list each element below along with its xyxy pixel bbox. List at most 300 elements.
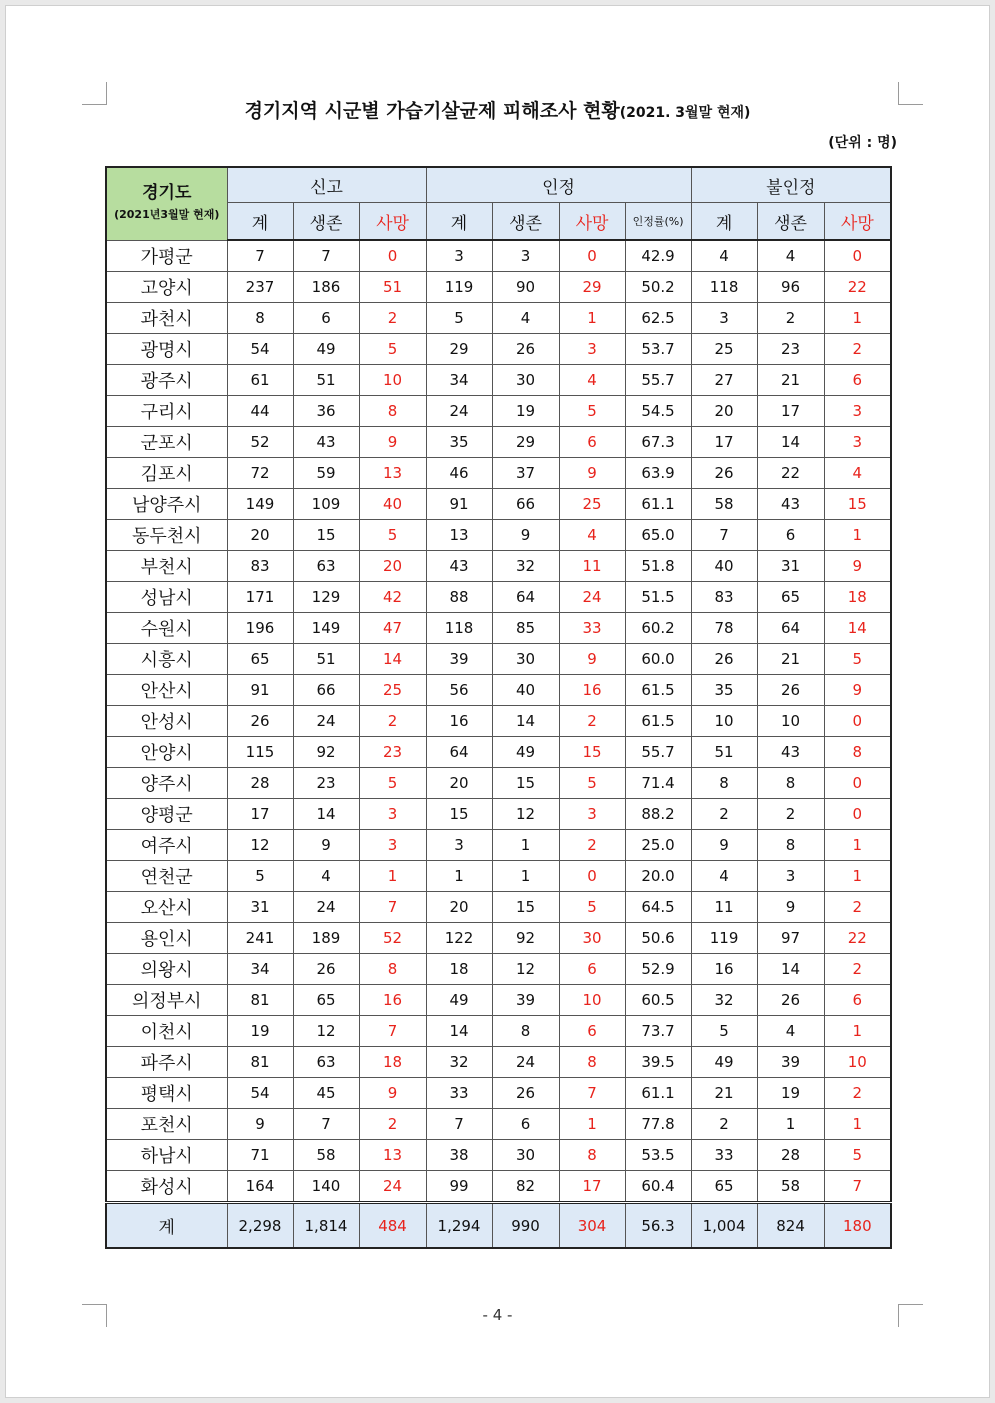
recognized-dead-cell: 5 [559,768,625,799]
table-row [106,1016,891,1047]
unrecognized-total-cell: 119 [691,923,757,954]
col-header-dead: 사망 [824,203,891,241]
region-name-cell: 성남시 [106,582,227,613]
recognized-dead-cell: 0 [559,240,625,272]
unrecognized-alive-cell: 64 [757,613,824,644]
report-alive-cell: 23 [293,768,359,799]
report-dead-cell: 5 [359,334,426,365]
unrecognized-total-cell: 20 [691,396,757,427]
report-alive-cell: 58 [293,1140,359,1171]
report-dead-cell: 484 [359,1203,426,1249]
unrecognized-alive-cell: 28 [757,1140,824,1171]
recognized-total-cell: 56 [426,675,492,706]
report-dead-cell: 5 [359,520,426,551]
recognized-alive-cell: 30 [492,1140,559,1171]
unrecognized-alive-cell: 2 [757,799,824,830]
region-name-cell: 화성시 [106,1171,227,1203]
col-header-alive: 생존 [757,203,824,241]
recognition-rate-cell: 61.5 [625,675,691,706]
report-dead-cell: 14 [359,644,426,675]
recognized-dead-cell: 2 [559,830,625,861]
recognition-rate-cell: 71.4 [625,768,691,799]
recognition-rate-cell: 62.5 [625,303,691,334]
col-header-total: 계 [691,203,757,241]
unrecognized-total-cell: 83 [691,582,757,613]
table-row [106,365,891,396]
region-name-cell: 가평군 [106,240,227,272]
recognized-total-cell: 7 [426,1109,492,1140]
recognition-rate-cell: 60.4 [625,1171,691,1203]
unrecognized-alive-cell: 8 [757,768,824,799]
recognized-dead-cell: 3 [559,799,625,830]
unrecognized-total-cell: 26 [691,458,757,489]
table-row [106,768,891,799]
recognized-dead-cell: 1 [559,303,625,334]
report-alive-cell: 45 [293,1078,359,1109]
report-alive-cell: 129 [293,582,359,613]
report-alive-cell: 7 [293,1109,359,1140]
page-number: - 4 - [482,1306,513,1324]
unrecognized-dead-cell: 1 [824,830,891,861]
recognition-rate-cell: 54.5 [625,396,691,427]
unrecognized-total-cell: 58 [691,489,757,520]
recognized-dead-cell: 3 [559,334,625,365]
region-name-cell: 김포시 [106,458,227,489]
unrecognized-total-cell: 11 [691,892,757,923]
recognized-dead-cell: 2 [559,706,625,737]
unrecognized-total-cell: 2 [691,1109,757,1140]
region-name-cell: 포천시 [106,1109,227,1140]
table-row [106,954,891,985]
unrecognized-dead-cell: 3 [824,427,891,458]
recognized-alive-cell: 15 [492,768,559,799]
report-total-cell: 20 [227,520,293,551]
report-dead-cell: 25 [359,675,426,706]
group-header-report: 신고 [227,167,426,203]
recognized-alive-cell: 90 [492,272,559,303]
recognized-alive-cell: 49 [492,737,559,768]
report-dead-cell: 47 [359,613,426,644]
report-total-cell: 65 [227,644,293,675]
report-alive-cell: 7 [293,240,359,272]
recognized-dead-cell: 5 [559,892,625,923]
recognized-alive-cell: 40 [492,675,559,706]
recognition-rate-cell: 60.2 [625,613,691,644]
report-dead-cell: 2 [359,1109,426,1140]
table-body [106,240,891,1248]
recognized-total-cell: 15 [426,799,492,830]
unrecognized-dead-cell: 1 [824,861,891,892]
unrecognized-alive-cell: 4 [757,1016,824,1047]
unrecognized-dead-cell: 2 [824,892,891,923]
recognized-dead-cell: 16 [559,675,625,706]
col-header-alive: 생존 [492,203,559,241]
unrecognized-dead-cell: 9 [824,551,891,582]
report-total-cell: 26 [227,706,293,737]
report-total-cell: 115 [227,737,293,768]
report-dead-cell: 20 [359,551,426,582]
unrecognized-total-cell: 49 [691,1047,757,1078]
recognized-total-cell: 64 [426,737,492,768]
region-name-cell: 과천시 [106,303,227,334]
unrecognized-dead-cell: 15 [824,489,891,520]
table-row [106,458,891,489]
unrecognized-dead-cell: 7 [824,1171,891,1203]
table-row [106,582,891,613]
report-dead-cell: 0 [359,240,426,272]
unrecognized-total-cell: 9 [691,830,757,861]
unrecognized-dead-cell: 6 [824,365,891,396]
report-dead-cell: 40 [359,489,426,520]
report-alive-cell: 1,814 [293,1203,359,1249]
recognized-dead-cell: 11 [559,551,625,582]
unrecognized-alive-cell: 19 [757,1078,824,1109]
recognized-alive-cell: 66 [492,489,559,520]
unrecognized-dead-cell: 1 [824,1016,891,1047]
recognized-total-cell: 34 [426,365,492,396]
report-total-cell: 237 [227,272,293,303]
region-name-cell: 군포시 [106,427,227,458]
recognition-rate-cell: 56.3 [625,1203,691,1249]
report-total-cell: 81 [227,1047,293,1078]
unrecognized-alive-cell: 43 [757,489,824,520]
report-total-cell: 52 [227,427,293,458]
recognition-rate-cell: 53.7 [625,334,691,365]
unrecognized-total-cell: 4 [691,240,757,272]
report-total-cell: 72 [227,458,293,489]
region-name-cell: 오산시 [106,892,227,923]
recognized-total-cell: 1 [426,861,492,892]
unrecognized-total-cell: 51 [691,737,757,768]
report-dead-cell: 13 [359,1140,426,1171]
report-dead-cell: 42 [359,582,426,613]
unrecognized-alive-cell: 97 [757,923,824,954]
damage-survey-table [105,166,892,1249]
unrecognized-total-cell: 40 [691,551,757,582]
report-total-cell: 12 [227,830,293,861]
recognition-rate-cell: 51.8 [625,551,691,582]
unrecognized-dead-cell: 1 [824,1109,891,1140]
recognized-total-cell: 1,294 [426,1203,492,1249]
report-alive-cell: 65 [293,985,359,1016]
unrecognized-total-cell: 33 [691,1140,757,1171]
recognized-total-cell: 32 [426,1047,492,1078]
recognized-alive-cell: 92 [492,923,559,954]
unrecognized-total-cell: 10 [691,706,757,737]
table-row [106,799,891,830]
recognized-dead-cell: 33 [559,613,625,644]
unrecognized-total-cell: 25 [691,334,757,365]
recognized-dead-cell: 8 [559,1047,625,1078]
report-alive-cell: 12 [293,1016,359,1047]
recognition-rate-cell: 55.7 [625,737,691,768]
unrecognized-total-cell: 35 [691,675,757,706]
report-dead-cell: 23 [359,737,426,768]
recognized-total-cell: 49 [426,985,492,1016]
report-total-cell: 83 [227,551,293,582]
region-header [106,167,227,240]
recognized-alive-cell: 24 [492,1047,559,1078]
recognized-alive-cell: 6 [492,1109,559,1140]
recognized-total-cell: 118 [426,613,492,644]
unrecognized-dead-cell: 2 [824,1078,891,1109]
recognized-alive-cell: 1 [492,861,559,892]
region-name-cell: 시흥시 [106,644,227,675]
unrecognized-alive-cell: 39 [757,1047,824,1078]
region-name-cell: 부천시 [106,551,227,582]
recognition-rate-cell: 42.9 [625,240,691,272]
report-alive-cell: 36 [293,396,359,427]
unrecognized-total-cell: 32 [691,985,757,1016]
table-row [106,892,891,923]
recognized-total-cell: 13 [426,520,492,551]
region-name-cell: 광명시 [106,334,227,365]
crop-mark-top-right [898,82,923,105]
recognition-rate-cell: 55.7 [625,365,691,396]
region-name-cell: 양평군 [106,799,227,830]
recognized-alive-cell: 12 [492,799,559,830]
table-row [106,830,891,861]
table-row [106,706,891,737]
region-name-cell: 안산시 [106,675,227,706]
recognized-total-cell: 20 [426,892,492,923]
recognized-alive-cell: 12 [492,954,559,985]
report-dead-cell: 7 [359,1016,426,1047]
report-alive-cell: 92 [293,737,359,768]
report-dead-cell: 7 [359,892,426,923]
report-total-cell: 61 [227,365,293,396]
report-alive-cell: 186 [293,272,359,303]
col-header-dead: 사망 [559,203,625,241]
unrecognized-dead-cell: 22 [824,272,891,303]
recognized-dead-cell: 304 [559,1203,625,1249]
title-date: (2021. 3월말 현재) [619,105,751,121]
report-total-cell: 171 [227,582,293,613]
region-name-cell: 하남시 [106,1140,227,1171]
report-alive-cell: 51 [293,644,359,675]
table-row [106,644,891,675]
recognized-dead-cell: 9 [559,644,625,675]
recognized-dead-cell: 6 [559,954,625,985]
table-row [106,489,891,520]
recognized-dead-cell: 30 [559,923,625,954]
document-title [100,96,895,123]
unrecognized-dead-cell: 1 [824,520,891,551]
report-alive-cell: 66 [293,675,359,706]
report-dead-cell: 10 [359,365,426,396]
recognized-alive-cell: 82 [492,1171,559,1203]
recognized-total-cell: 3 [426,830,492,861]
table-row [106,675,891,706]
report-total-cell: 91 [227,675,293,706]
unrecognized-dead-cell: 3 [824,396,891,427]
report-alive-cell: 140 [293,1171,359,1203]
unrecognized-dead-cell: 9 [824,675,891,706]
recognized-alive-cell: 64 [492,582,559,613]
recognized-total-cell: 24 [426,396,492,427]
unrecognized-alive-cell: 58 [757,1171,824,1203]
report-alive-cell: 49 [293,334,359,365]
table-row [106,1047,891,1078]
report-total-cell: 71 [227,1140,293,1171]
recognized-alive-cell: 26 [492,334,559,365]
recognition-rate-cell: 61.1 [625,1078,691,1109]
region-name-cell: 수원시 [106,613,227,644]
recognized-dead-cell: 29 [559,272,625,303]
region-name-cell: 연천군 [106,861,227,892]
unrecognized-total-cell: 7 [691,520,757,551]
region-name-cell: 안성시 [106,706,227,737]
report-total-cell: 241 [227,923,293,954]
recognized-dead-cell: 9 [559,458,625,489]
recognition-rate-cell: 63.9 [625,458,691,489]
unrecognized-total-cell: 26 [691,644,757,675]
recognition-rate-cell: 60.0 [625,644,691,675]
recognized-total-cell: 119 [426,272,492,303]
table-row [106,551,891,582]
report-dead-cell: 3 [359,830,426,861]
unrecognized-total-cell: 8 [691,768,757,799]
report-total-cell: 28 [227,768,293,799]
recognized-alive-cell: 39 [492,985,559,1016]
report-dead-cell: 13 [359,458,426,489]
unrecognized-total-cell: 3 [691,303,757,334]
recognized-alive-cell: 85 [492,613,559,644]
report-dead-cell: 52 [359,923,426,954]
unrecognized-dead-cell: 18 [824,582,891,613]
recognized-total-cell: 46 [426,458,492,489]
recognized-dead-cell: 15 [559,737,625,768]
table-row [106,240,891,272]
total-row [106,1203,891,1249]
unrecognized-alive-cell: 43 [757,737,824,768]
unrecognized-total-cell: 5 [691,1016,757,1047]
region-name-cell: 여주시 [106,830,227,861]
report-dead-cell: 18 [359,1047,426,1078]
recognized-alive-cell: 14 [492,706,559,737]
unrecognized-alive-cell: 23 [757,334,824,365]
report-total-cell: 54 [227,334,293,365]
table-row [106,427,891,458]
recognized-total-cell: 39 [426,644,492,675]
unrecognized-alive-cell: 17 [757,396,824,427]
recognized-total-cell: 122 [426,923,492,954]
recognized-dead-cell: 6 [559,1016,625,1047]
recognized-alive-cell: 15 [492,892,559,923]
unrecognized-dead-cell: 10 [824,1047,891,1078]
report-dead-cell: 1 [359,861,426,892]
report-alive-cell: 189 [293,923,359,954]
group-header-recognized: 인정 [426,167,691,203]
unrecognized-alive-cell: 1 [757,1109,824,1140]
unrecognized-dead-cell: 0 [824,799,891,830]
recognized-total-cell: 38 [426,1140,492,1171]
unrecognized-total-cell: 65 [691,1171,757,1203]
recognized-alive-cell: 30 [492,644,559,675]
report-dead-cell: 5 [359,768,426,799]
table-row [106,1171,891,1203]
unrecognized-dead-cell: 1 [824,303,891,334]
recognized-alive-cell: 37 [492,458,559,489]
recognized-dead-cell: 6 [559,427,625,458]
report-total-cell: 7 [227,240,293,272]
table-row [106,1078,891,1109]
report-alive-cell: 24 [293,892,359,923]
recognized-dead-cell: 4 [559,520,625,551]
recognition-rate-cell: 53.5 [625,1140,691,1171]
region-name-cell: 계 [106,1203,227,1249]
col-header-dead: 사망 [359,203,426,241]
recognized-dead-cell: 10 [559,985,625,1016]
recognized-total-cell: 91 [426,489,492,520]
recognized-total-cell: 16 [426,706,492,737]
unrecognized-total-cell: 27 [691,365,757,396]
table-row [106,272,891,303]
region-name-cell: 양주시 [106,768,227,799]
unrecognized-alive-cell: 10 [757,706,824,737]
report-dead-cell: 8 [359,396,426,427]
recognition-rate-cell: 67.3 [625,427,691,458]
region-name-cell: 이천시 [106,1016,227,1047]
recognized-dead-cell: 0 [559,861,625,892]
table-row [106,520,891,551]
unrecognized-dead-cell: 22 [824,923,891,954]
recognized-alive-cell: 9 [492,520,559,551]
recognition-rate-cell: 61.1 [625,489,691,520]
recognized-alive-cell: 26 [492,1078,559,1109]
unrecognized-total-cell: 78 [691,613,757,644]
unrecognized-total-cell: 118 [691,272,757,303]
recognized-total-cell: 14 [426,1016,492,1047]
recognized-total-cell: 35 [426,427,492,458]
recognized-dead-cell: 1 [559,1109,625,1140]
report-dead-cell: 9 [359,427,426,458]
group-header-unrecognized: 불인정 [691,167,891,203]
unit-label: (단위 : 명) [828,135,897,151]
table-row [106,985,891,1016]
unrecognized-dead-cell: 0 [824,706,891,737]
report-total-cell: 19 [227,1016,293,1047]
recognized-total-cell: 29 [426,334,492,365]
report-total-cell: 17 [227,799,293,830]
recognized-dead-cell: 8 [559,1140,625,1171]
region-name-cell: 의정부시 [106,985,227,1016]
recognition-rate-cell: 64.5 [625,892,691,923]
table-row [106,396,891,427]
unrecognized-total-cell: 2 [691,799,757,830]
recognized-total-cell: 5 [426,303,492,334]
report-total-cell: 149 [227,489,293,520]
unrecognized-alive-cell: 3 [757,861,824,892]
report-alive-cell: 149 [293,613,359,644]
recognized-alive-cell: 3 [492,240,559,272]
recognition-rate-cell: 73.7 [625,1016,691,1047]
report-total-cell: 2,298 [227,1203,293,1249]
report-total-cell: 54 [227,1078,293,1109]
recognized-total-cell: 20 [426,768,492,799]
table-row [106,303,891,334]
unrecognized-alive-cell: 2 [757,303,824,334]
report-total-cell: 5 [227,861,293,892]
recognized-total-cell: 18 [426,954,492,985]
recognized-alive-cell: 29 [492,427,559,458]
recognition-rate-cell: 88.2 [625,799,691,830]
region-name-cell: 평택시 [106,1078,227,1109]
unrecognized-alive-cell: 26 [757,985,824,1016]
recognized-dead-cell: 7 [559,1078,625,1109]
recognized-alive-cell: 990 [492,1203,559,1249]
region-name-cell: 용인시 [106,923,227,954]
